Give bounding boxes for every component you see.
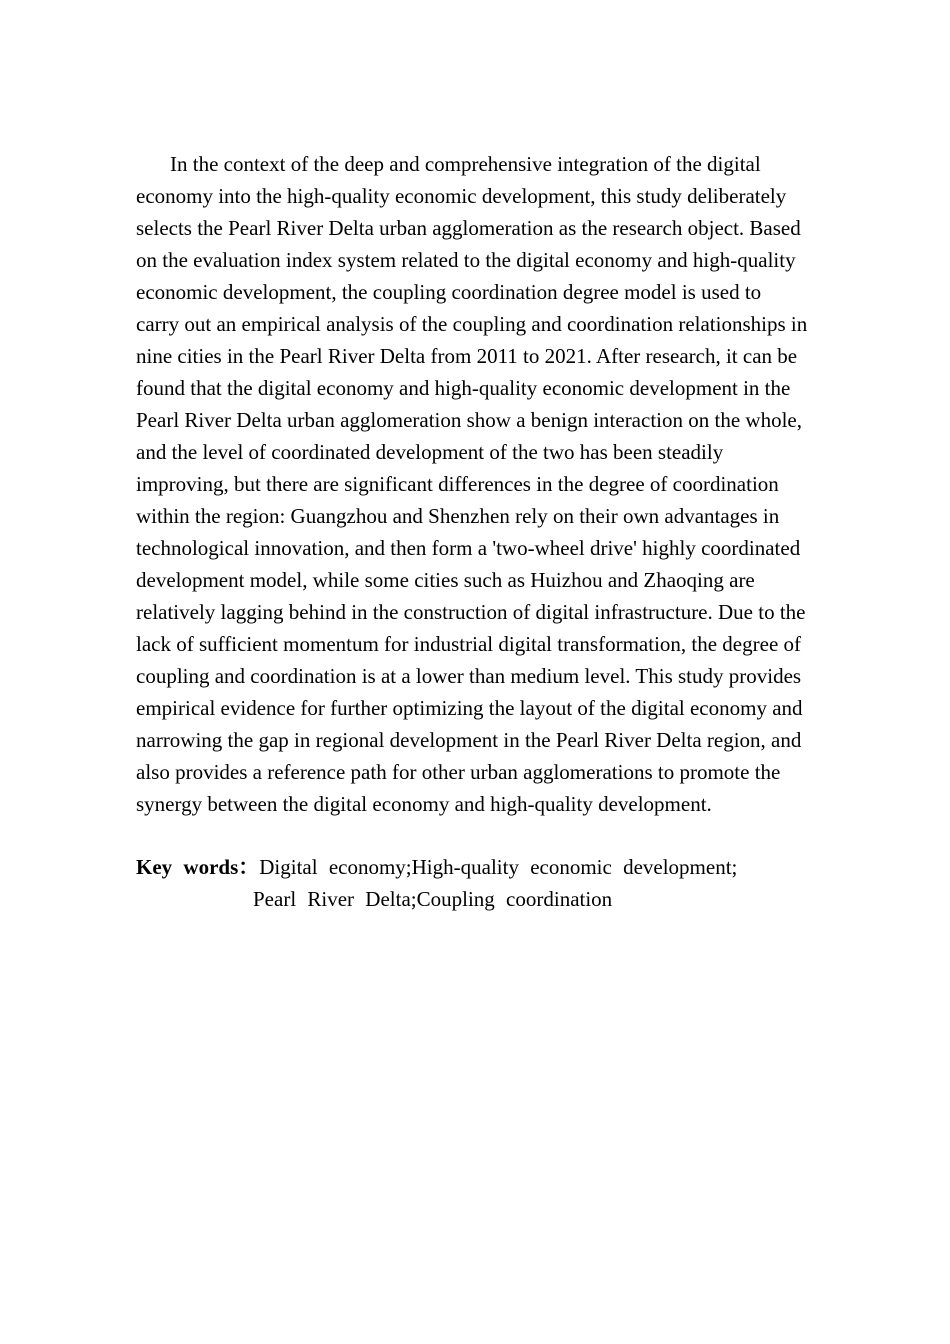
abstract-line: selects the Pearl River Delta urban agglomeration as the research object. Based xyxy=(136,216,801,240)
abstract-line: In the context of the deep and comprehensive integration of the digital xyxy=(170,152,761,176)
abstract-line: economy into the high-quality economic development, this study deliberately xyxy=(136,184,787,208)
keywords-line-2: Pearl River Delta;Coupling coordination xyxy=(253,887,613,911)
abstract-paragraph xyxy=(136,148,856,820)
abstract-line: coupling and coordination is at a lower than medium level. This study provides xyxy=(136,664,802,688)
abstract-line: narrowing the gap in regional development in the Pearl River Delta region, and xyxy=(136,728,802,752)
abstract-line: and the level of coordinated development of the two has been steadily xyxy=(136,440,724,464)
abstract-line: synergy between the digital economy and high-quality development. xyxy=(136,792,712,816)
abstract-line: within the region: Guangzhou and Shenzhen rely on their own advantages in xyxy=(136,504,780,528)
abstract-line: improving, but there are significant differences in the degree of coordination xyxy=(136,472,779,496)
abstract-line: relatively lagging behind in the construction of digital infrastructure. Due to the xyxy=(136,600,806,624)
keywords-line-1: Digital economy;High-quality economic development; xyxy=(259,855,738,879)
abstract-line: technological innovation, and then form a 'two-wheel drive' highly coordinated xyxy=(136,536,801,560)
abstract-line: development model, while some cities such as Huizhou and Zhaoqing are xyxy=(136,568,755,592)
abstract-line: on the evaluation index system related to the digital economy and high-quality xyxy=(136,248,796,272)
keywords-block xyxy=(136,851,856,915)
abstract-line: lack of sufficient momentum for industrial digital transformation, the degree of xyxy=(136,632,802,656)
abstract-line: empirical evidence for further optimizing the layout of the digital economy and xyxy=(136,696,803,720)
keywords-row-1 xyxy=(136,851,856,883)
abstract-line: also provides a reference path for other urban agglomerations to promote the xyxy=(136,760,781,784)
abstract-line: economic development, the coupling coordination degree model is used to xyxy=(136,280,762,304)
abstract-line: nine cities in the Pearl River Delta from 2011 to 2021. After research, it can be xyxy=(136,344,798,368)
keywords-label: Key words： xyxy=(136,855,260,879)
abstract-line: Pearl River Delta urban agglomeration show a benign interaction on the whole, xyxy=(136,408,802,432)
abstract-line: found that the digital economy and high-quality economic development in the xyxy=(136,376,791,400)
abstract-line: carry out an empirical analysis of the coupling and coordination relationships in xyxy=(136,312,808,336)
